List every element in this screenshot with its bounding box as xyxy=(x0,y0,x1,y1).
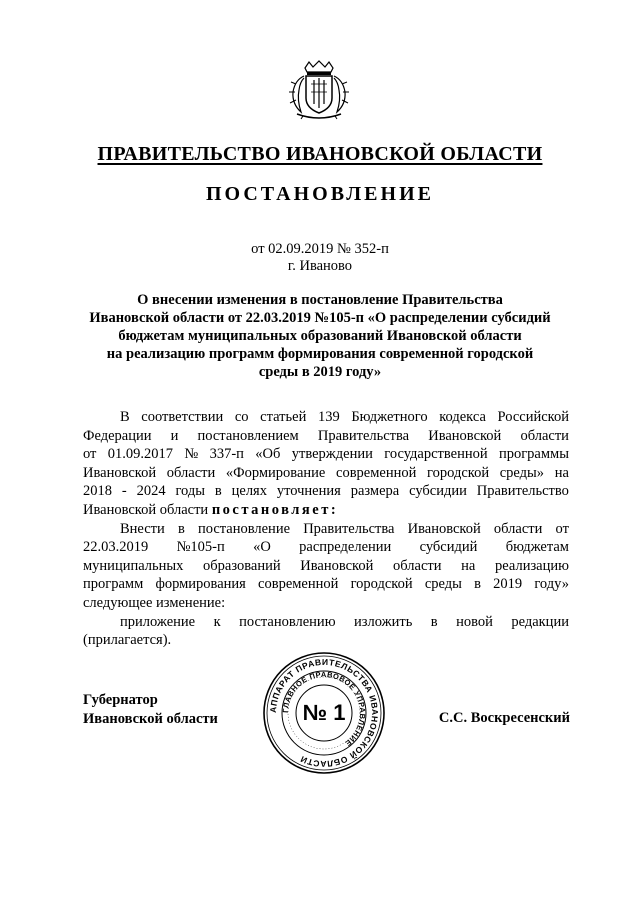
body-word: изложить xyxy=(353,613,413,630)
body-word: «О xyxy=(253,539,271,556)
subject-line: на реализацию программ формирования современной городской xyxy=(106,346,534,362)
body-word: годы xyxy=(175,483,206,500)
body-word: утверждении xyxy=(291,446,373,463)
body-word: новой xyxy=(456,613,493,630)
body-word: Ивановской xyxy=(428,427,502,444)
body-line xyxy=(83,538,569,557)
body-word: - xyxy=(121,483,127,500)
body-word: Правительство xyxy=(476,483,569,500)
official-seal xyxy=(262,651,386,775)
body-word: реализацию xyxy=(495,557,569,574)
body-word: Ивановской xyxy=(407,520,481,537)
body-word: от xyxy=(83,446,97,463)
body-word: редакции xyxy=(511,613,569,630)
subject-line: Ивановской области от 22.03.2019 №105-п «О распределении субсидий xyxy=(89,310,551,326)
body-word: 2024 xyxy=(136,483,166,500)
body-line xyxy=(83,631,569,650)
body-line xyxy=(83,594,569,613)
body-word: муниципальных xyxy=(83,557,184,574)
subject-line: бюджетам муниципальных образований Ивановской области xyxy=(118,328,522,344)
body-line xyxy=(83,575,569,594)
body-line xyxy=(83,482,569,501)
body-line xyxy=(83,427,569,446)
body-line xyxy=(83,464,569,483)
body-word: в xyxy=(214,483,222,500)
body-line xyxy=(83,408,569,427)
body-word: постановлением xyxy=(197,427,299,444)
body-word: Внести xyxy=(120,520,165,537)
body-word: распределении xyxy=(299,539,392,556)
body-word: Ивановской xyxy=(83,464,157,481)
body-line xyxy=(83,520,569,539)
document-subject xyxy=(60,291,580,381)
subject-line: О внесении изменения в постановление Правительства xyxy=(137,292,503,308)
body-word: области xyxy=(166,464,216,481)
signatory-position xyxy=(83,691,218,729)
government-title: ПРАВИТЕЛЬСТВО ИВАНОВСКОЙ ОБЛАСТИ xyxy=(97,143,543,165)
body-word: соответствии xyxy=(141,409,224,425)
body-word: программ xyxy=(83,576,144,593)
document-type: ПОСТАНОВЛЕНИЕ xyxy=(206,183,434,205)
body-text-span: (прилагается). xyxy=(83,632,172,649)
body-word: со xyxy=(234,409,249,425)
body-word: 2018 xyxy=(83,483,112,500)
body-word: Правительства xyxy=(317,427,410,444)
body-word: размера xyxy=(350,483,400,500)
body-word: современной xyxy=(336,464,417,481)
seal-number: № 1 xyxy=(302,700,346,725)
body-word: в xyxy=(177,520,185,537)
body-text-span: следующее изменение: xyxy=(83,594,226,611)
body-word: и xyxy=(170,427,179,444)
body-line xyxy=(83,501,569,520)
body-word: № xyxy=(184,446,199,463)
subject-line: среды в 2019 году» xyxy=(258,364,382,380)
signatory-position-line1: Губернатор xyxy=(83,692,158,708)
body-word: области xyxy=(520,427,569,444)
body-word: государственной xyxy=(384,446,488,463)
body-word: субсидий xyxy=(419,539,478,556)
document-city: г. Иваново xyxy=(287,258,353,274)
body-word: 139 xyxy=(317,409,340,425)
body-word: городской xyxy=(350,576,413,593)
body-word: на xyxy=(461,557,476,574)
body-word: кодекса xyxy=(439,409,486,425)
body-word: субсидии xyxy=(409,483,467,500)
body-word: уточнения xyxy=(276,483,341,500)
body-word: году» xyxy=(534,576,569,593)
body-word: городской xyxy=(427,464,490,481)
body-line xyxy=(83,557,569,576)
body-word: среды» xyxy=(499,464,545,481)
body-word: «Формирование xyxy=(225,464,326,481)
body-word: 337-п xyxy=(209,446,244,463)
body-word: на xyxy=(554,464,569,481)
body-word: 22.03.2019 xyxy=(83,539,149,556)
body-word: образований xyxy=(203,557,281,574)
body-word: Ивановской xyxy=(300,557,374,574)
body-word: Федерации xyxy=(83,427,152,444)
body-word: приложение xyxy=(120,613,196,630)
svg-text:АППАРАТ ПРАВИТЕЛЬСТВА ИВАНОВСК: АППАРАТ ПРАВИТЕЛЬСТВА ИВАНОВСКОЙ ОБЛАСТИ xyxy=(267,656,381,770)
body-word: Бюджетного xyxy=(351,409,428,425)
body-word: программы xyxy=(498,446,569,463)
coat-of-arms-icon xyxy=(287,60,351,120)
body-line xyxy=(83,445,569,464)
document-date-number: от 02.09.2019 № 352-п xyxy=(251,241,389,257)
body-text-span: Ивановской области xyxy=(83,501,209,518)
body-line xyxy=(83,613,569,632)
body-word: в xyxy=(430,613,438,630)
body-word: формирования xyxy=(155,576,246,593)
resolution-word: постановляет: xyxy=(211,501,339,518)
body-word: «Об xyxy=(255,446,281,463)
body-word: постановлению xyxy=(239,613,336,630)
document-body xyxy=(83,408,569,650)
body-word: 01.09.2017 xyxy=(107,446,174,463)
body-word: в xyxy=(474,576,481,593)
body-word: 2019 xyxy=(493,576,523,593)
body-word: статьей xyxy=(260,409,307,425)
body-word: от xyxy=(555,520,569,537)
body-word: современной xyxy=(258,576,339,593)
signatory-name: С.С. Воскресенский xyxy=(438,710,570,726)
body-word: области xyxy=(393,557,442,574)
body-word: Правительства xyxy=(303,520,395,537)
body-word: области xyxy=(493,520,543,537)
body-word: целях xyxy=(231,483,267,500)
body-word: к xyxy=(213,613,221,630)
body-word: бюджетам xyxy=(505,539,569,556)
body-word: Российской xyxy=(497,409,569,425)
signatory-position-line2: Ивановской области xyxy=(83,711,218,727)
body-word: постановление xyxy=(197,520,291,537)
body-word: №105-п xyxy=(176,539,225,556)
svg-text:ГЛАВНОЕ ПРАВОВОЕ УПРАВЛЕНИЕ: ГЛАВНОЕ ПРАВОВОЕ УПРАВЛЕНИЕ xyxy=(280,669,368,749)
body-word: В xyxy=(120,409,130,425)
body-word: среды xyxy=(424,576,462,593)
